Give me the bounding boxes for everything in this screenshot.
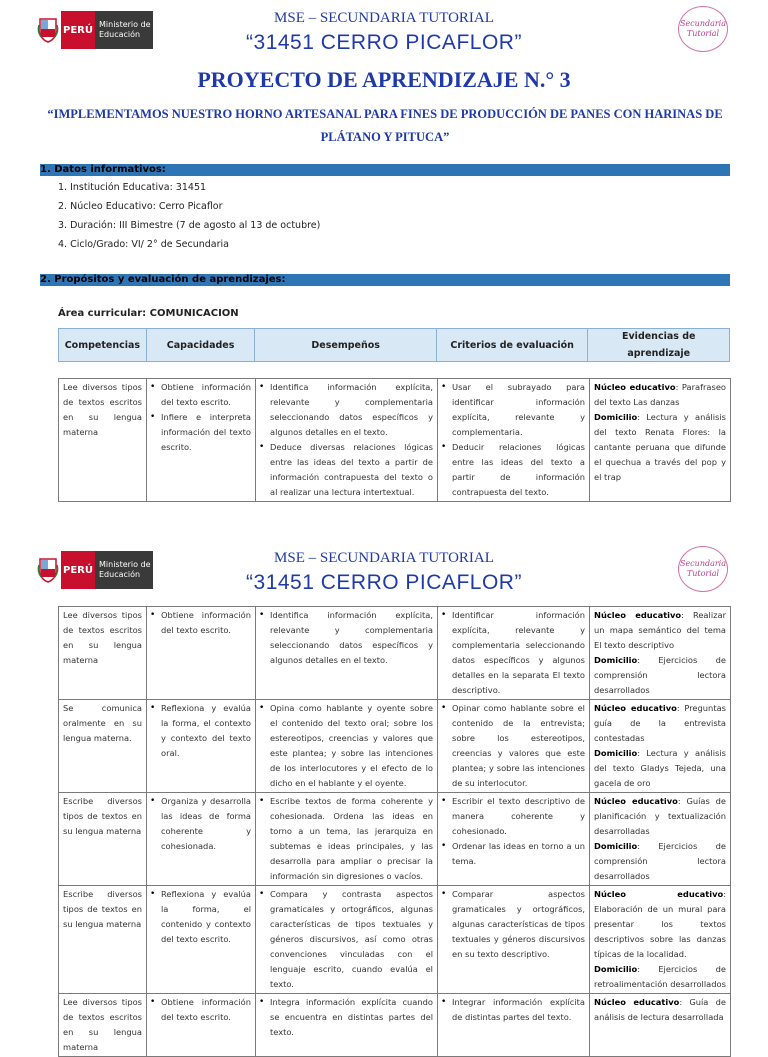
cell-capacidades: [147, 607, 256, 700]
competencias-table-page1: [58, 378, 731, 502]
project-subtitle: “IMPLEMENTAMOS NUESTRO HORNO ARTESANAL PARA FINES DE PRODUCCIÓN DE PANES CON HARINAS DE PLÁTANO Y PITUCA”: [47, 107, 723, 144]
th-desempenos: Desempeños: [255, 329, 436, 361]
cell-competencia: Escribe diversos tipos de textos en su lengua materna: [59, 793, 147, 886]
evidence-key: Núcleo educativo: [594, 610, 682, 620]
cell-desempenos: [256, 886, 438, 994]
evidence-text: : Preguntas guía de la entrevista contestadas: [594, 703, 726, 743]
project-title: PROYECTO DE APRENDIZAJE N.° 3: [197, 67, 571, 92]
bullet-list: [442, 701, 585, 791]
bullet-list: [260, 701, 433, 791]
evidence-key: Núcleo educativo: [594, 703, 677, 713]
cell-criterios: [438, 994, 590, 1057]
datos-list: [58, 178, 320, 254]
bullet-list: [442, 887, 585, 962]
cell-evidencias: [590, 793, 731, 886]
cell-competencia: Lee diversos tipos de textos escritos en su lengua materna: [59, 607, 147, 700]
table-row: [59, 793, 731, 886]
bullet-item: • Identificar información explícita, relevante y complementaria seleccionando datos específicos y algunos detalles en la separata El texto descriptivo.: [442, 608, 585, 698]
bullet-item: • Escribir el texto descriptivo de manera coherente y cohesionado.: [442, 794, 585, 839]
evidence-text: : Realizar un mapa semántico del tema El texto descriptivo: [594, 610, 726, 650]
cell-criterios: [438, 886, 590, 994]
area-curricular: Área curricular: COMUNICACION: [58, 308, 239, 319]
cell-desempenos: [256, 994, 438, 1057]
bullet-item: • Usar el subrayado para identificar información explícita, relevante y complementaria.: [442, 380, 585, 440]
logo-ministry: Ministerio de Educación: [95, 11, 153, 49]
bullet-item: • Identifica información explícita, relevante y complementaria seleccionando datos específicos y algunos detalles en el texto.: [260, 608, 433, 668]
cell-evidencias: [590, 607, 731, 700]
bullet-item: • Integrar información explícita de distintas partes del texto.: [442, 995, 585, 1025]
bullet-list: [151, 380, 251, 455]
th-evidencias: Evidencias de aprendizaje: [622, 331, 696, 359]
cell-evidencias: [590, 994, 731, 1057]
table-row: [59, 994, 731, 1057]
table-row: [59, 700, 731, 793]
cell-competencia: Escribe diversos tipos de textos en su lengua materna: [59, 886, 147, 994]
table-header: [58, 328, 730, 362]
evidence-text: : Elaboración de un mural para presentar los textos descriptivos sobre las danzas típicas de la localidad.: [594, 889, 726, 959]
bullet-list: [442, 380, 585, 500]
bullet-item: • Identifica información explícita, relevante y complementaria seleccionando datos específicos y algunos detalles en el texto.: [260, 380, 433, 440]
logo-ministry: Ministerio de Educación: [95, 551, 153, 589]
bullet-list: [151, 794, 251, 854]
cell-criterios: [438, 607, 590, 700]
section1-label: 1. Datos informativos:: [40, 164, 166, 175]
bullet-item: • Opina como hablante y oyente sobre el contenido del texto oral; sobre los estereotipos, creencias y valores que este plantea; y sobre las intenciones de los interlocutores y el efecto de lo dicho en el hablante y el oyente.: [260, 701, 433, 791]
evidence-key: Núcleo educativo: [594, 889, 724, 899]
bullet-item: • Integra información explícita cuando se encuentra en distintas partes del texto.: [260, 995, 433, 1040]
document-page-1: [0, 0, 768, 520]
evidence-text: : Ejercicios de retroalimentación desarrollados: [594, 964, 726, 989]
header-mse: MSE – SECUNDARIA TUTORIAL: [274, 10, 494, 26]
cell-capacidades: [147, 886, 256, 994]
evidence-text: : Guía de análisis de lectura desarrollada: [594, 997, 726, 1022]
bullet-item: • Deduce diversas relaciones lógicas entre las ideas del texto a partir de información contrapuesta del texto o al realizar una lectura intertextual.: [260, 440, 433, 500]
bullet-item: • Obtiene información del texto escrito.: [151, 608, 251, 638]
evidence-key: Domicilio: [594, 748, 638, 758]
evidence-key: Núcleo educativo: [594, 796, 678, 806]
evidence-key: Domicilio: [594, 412, 638, 422]
stamp-line2: Tutorial: [686, 29, 720, 38]
evidence-key: Domicilio: [594, 655, 638, 665]
bullet-list: [151, 887, 251, 947]
cell-capacidades: [147, 379, 256, 502]
table-row: [59, 607, 731, 700]
cell-desempenos: [256, 793, 438, 886]
bullet-list: [260, 794, 433, 884]
bullet-list: [260, 887, 433, 992]
cell-capacidades: [147, 793, 256, 886]
header-school: “31451 CERRO PICAFLOR”: [246, 571, 522, 594]
evidence-text: : Ejercicios de comprensión lectora desarrollados: [594, 841, 726, 881]
cell-evidencias: [590, 886, 731, 994]
bullet-item: • Opinar como hablante sobre el contenido de la entrevista; sobre los estereotipos, creencias y valores que este plantea; y sobre las intenciones de su interlocutor.: [442, 701, 585, 791]
evidence-text: : Parafraseo del texto Las danzas: [594, 382, 726, 407]
datos-item: 2. Núcleo Educativo: Cerro Picaflor: [58, 201, 223, 212]
cell-desempenos: [256, 700, 438, 793]
cell-competencia: Se comunica oralmente en su lengua materna.: [59, 700, 147, 793]
datos-item: 1. Institución Educativa: 31451: [58, 182, 207, 193]
cell-competencia: Lee diversos tipos de textos escritos en su lengua materna: [59, 379, 147, 502]
bullet-item: • Organiza y desarrolla las ideas de forma coherente y cohesionada.: [151, 794, 251, 854]
bullet-item: • Obtiene información del texto escrito.: [151, 380, 251, 410]
header-school: “31451 CERRO PICAFLOR”: [246, 31, 522, 54]
evidence-key: Domicilio: [594, 964, 638, 974]
bullet-item: • Escribe textos de forma coherente y cohesionada. Ordena las ideas en torno a un tema, las jerarquiza en subtemas e ideas principales, y las desarrolla para ampliar o precisar la información sin digresiones o vacíos.: [260, 794, 433, 884]
bullet-item: • Deducir relaciones lógicas entre las ideas del texto a partir de información contrapuesta del texto.: [442, 440, 585, 500]
cell-evidencias: [590, 379, 731, 502]
header-mse: MSE – SECUNDARIA TUTORIAL: [274, 550, 494, 566]
th-capacidades: Capacidades: [147, 329, 256, 361]
bullet-item: • Reflexiona y evalúa la forma, el contenido y contexto del texto escrito.: [151, 887, 251, 947]
evidence-text: : Lectura y análisis del texto Gladys Tejeda, una gacela de oro: [594, 748, 726, 788]
competencias-table-page2: [58, 606, 731, 1057]
datos-item: 3. Duración: III Bimestre (7 de agosto al 13 de octubre): [58, 220, 321, 231]
th-criterios: Criterios de evaluación: [437, 329, 589, 361]
bullet-list: [260, 608, 433, 668]
stamp-line1: Secundaria: [679, 19, 727, 28]
cell-capacidades: [147, 994, 256, 1057]
evidence-key: Núcleo educativo: [594, 997, 680, 1007]
evidence-text: : Ejercicios de comprensión lectora desarrollados: [594, 655, 726, 695]
cell-capacidades: [147, 700, 256, 793]
bullet-list: [442, 608, 585, 698]
evidence-key: Domicilio: [594, 841, 638, 851]
cell-desempenos: [256, 607, 438, 700]
bullet-list: [260, 380, 433, 500]
cell-criterios: [438, 379, 590, 502]
bullet-item: • Compara y contrasta aspectos gramaticales y ortográficos, algunas características de tipos textuales y géneros discursivos, así como otras convenciones vinculadas con el lenguaje escrito, cuando evalúa el texto.: [260, 887, 433, 992]
table-row: [59, 886, 731, 994]
stamp-line2: Tutorial: [686, 569, 720, 578]
bullet-list: [442, 794, 585, 869]
th-competencias: Competencias: [59, 329, 147, 361]
table-row: [59, 379, 731, 502]
bullet-item: • Reflexiona y evalúa la forma, el contexto y contexto del texto oral.: [151, 701, 251, 761]
cell-criterios: [438, 793, 590, 886]
evidence-text: : Guías de planificación y textualización desarrolladas: [594, 796, 726, 836]
cell-evidencias: [590, 700, 731, 793]
bullet-list: [151, 995, 251, 1025]
evidence-text: : Lectura y análisis del texto Renata Flores: la cantante peruana que difunde el quechua a través del pop y el trap: [594, 412, 726, 482]
logo-peru: PERÚ: [61, 551, 95, 589]
bullet-list: [151, 608, 251, 638]
cell-criterios: [438, 700, 590, 793]
section2-label: 2. Propósitos y evaluación de aprendizajes:: [40, 274, 286, 285]
stamp-line1: Secundaria: [679, 559, 727, 568]
bullet-list: [151, 701, 251, 761]
evidence-key: Núcleo educativo: [594, 382, 676, 392]
logo-peru: PERÚ: [61, 11, 95, 49]
cell-competencia: Lee diversos tipos de textos escritos en su lengua materna: [59, 994, 147, 1057]
cell-desempenos: [256, 379, 438, 502]
bullet-list: [442, 995, 585, 1025]
bullet-list: [260, 995, 433, 1040]
bullet-item: • Comparar aspectos gramaticales y ortográficos, algunas características de tipos textuales y géneros discursivos en su texto descriptivo.: [442, 887, 585, 962]
bullet-item: • Obtiene información del texto escrito.: [151, 995, 251, 1025]
document-page-2: [0, 540, 768, 1052]
bullet-item: • Ordenar las ideas en torno a un tema.: [442, 839, 585, 869]
bullet-item: • Infiere e interpreta información del texto escrito.: [151, 410, 251, 455]
datos-item: 4. Ciclo/Grado: VI/ 2° de Secundaria: [58, 239, 229, 250]
